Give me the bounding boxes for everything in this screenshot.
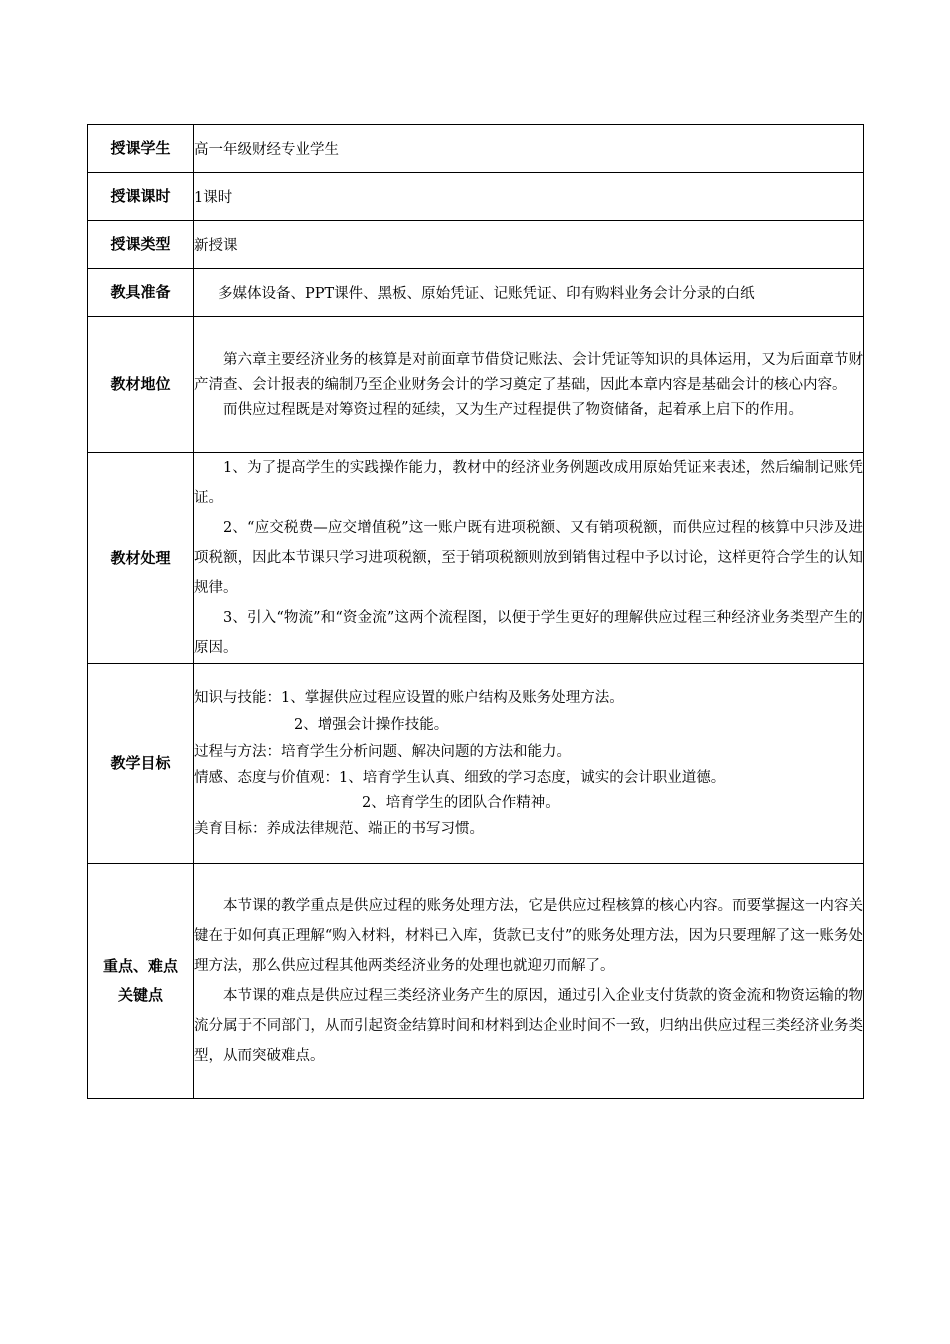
row-type	[88, 221, 864, 269]
row-goals	[88, 664, 864, 864]
value-type: 新授课	[194, 221, 864, 269]
row-tools	[88, 269, 864, 317]
label-keypoints	[88, 864, 194, 1099]
keypoints-paragraph: 本节课的难点是供应过程三类经济业务产生的原因，通过引入企业支付货款的资金流和物资运输的物流分属于不同部门，从而引起资金结算时间和材料到达企业时间不一致，归纳出供应过程三类经济业务类型，从而突破难点。	[194, 988, 863, 1064]
label-keypoints-line1: 重点、难点	[102, 957, 178, 975]
value-students: 高一年级财经专业学生	[194, 125, 864, 173]
processing-paragraph: 2、“应交税费—应交增值税”这一账户既有进项税额、又有销项税额，而供应过程的核算中只涉及进项税额，因此本节课只学习进项税额，至于销项税额则放到销售过程中予以讨论，这样更符合学生的认知规律。	[194, 520, 863, 596]
value-tools: 多媒体设备、PPT课件、黑板、原始凭证、记账凭证、印有购料业务会计分录的白纸	[194, 269, 864, 317]
row-keypoints	[88, 864, 864, 1099]
row-processing	[88, 453, 864, 664]
goal-line: 2、培育学生的团队合作精神。	[362, 794, 560, 811]
label-position: 教材地位	[88, 317, 194, 453]
row-hours	[88, 173, 864, 221]
goal-line: 美育目标：养成法律规范、端正的书写习惯。	[194, 820, 484, 837]
value-goals	[194, 664, 864, 864]
label-processing: 教材处理	[88, 453, 194, 664]
lesson-plan-table	[87, 124, 864, 1099]
value-hours: 1课时	[194, 173, 864, 221]
goal-line: 知识与技能：1、掌握供应过程应设置的账户结构及账务处理方法。	[194, 689, 624, 706]
row-students	[88, 125, 864, 173]
goal-line: 过程与方法：培育学生分析问题、解决问题的方法和能力。	[194, 743, 571, 760]
label-keypoints-line2: 关键点	[117, 986, 163, 1004]
processing-paragraph: 3、引入“物流”和“资金流”这两个流程图，以便于学生更好的理解供应过程三种经济业务类型产生的原因。	[194, 610, 863, 656]
goal-line: 情感、态度与价值观：1、培育学生认真、细致的学习态度，诚实的会计职业道德。	[194, 769, 726, 786]
label-goals: 教学目标	[88, 664, 194, 864]
position-paragraph: 而供应过程既是对筹资过程的延续，又为生产过程提供了物资储备，起着承上启下的作用。	[223, 402, 803, 418]
keypoints-paragraph: 本节课的教学重点是供应过程的账务处理方法，它是供应过程核算的核心内容。而要掌握这一内容关键在于如何真正理解“购入材料，材料已入库，货款已支付”的账务处理方法，因为只要理解了这一账务处理方法，那么供应过程其他两类经济业务的处理也就迎刃而解了。	[194, 898, 863, 974]
label-type: 授课类型	[88, 221, 194, 269]
label-hours: 授课课时	[88, 173, 194, 221]
value-position	[194, 317, 864, 453]
row-position	[88, 317, 864, 453]
position-paragraph: 第六章主要经济业务的核算是对前面章节借贷记账法、会计凭证等知识的具体运用，又为后面章节财产清查、会计报表的编制乃至企业财务会计的学习奠定了基础，因此本章内容是基础会计的核心内容。	[194, 352, 863, 393]
goal-line: 2、增强会计操作技能。	[294, 716, 449, 733]
label-tools: 教具准备	[88, 269, 194, 317]
processing-paragraph: 1、为了提高学生的实践操作能力，教材中的经济业务例题改成用原始凭证来表述，然后编制记账凭证。	[194, 460, 863, 506]
label-students: 授课学生	[88, 125, 194, 173]
value-keypoints	[194, 864, 864, 1099]
value-processing	[194, 453, 864, 664]
